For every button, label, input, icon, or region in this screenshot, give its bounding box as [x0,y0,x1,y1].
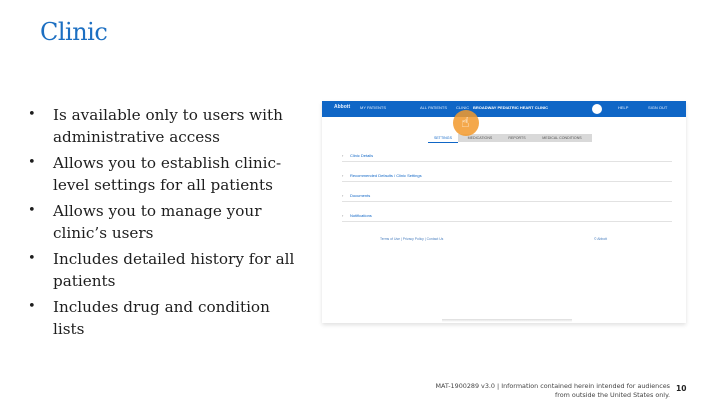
help-link[interactable]: HELP [618,105,629,110]
bullet-item: • Allows you to establish clinic-level settings for all patients [28,152,303,196]
settings-row-defaults[interactable] [342,171,672,182]
tab-medical-conditions[interactable]: MEDICAL CONDITIONS [532,134,592,142]
clinic-screenshot [322,101,686,323]
nav-item[interactable]: CLINIC [456,105,470,110]
app-top-bar [322,101,686,117]
nav-item[interactable]: ALL PATIENTS [420,105,448,110]
tab-medications[interactable]: MEDICATIONS [458,134,502,142]
pointer-hand-icon: ☝ [453,110,479,136]
settings-row-label: Notifications [350,213,372,218]
user-avatar[interactable] [592,104,602,114]
settings-row-documents[interactable] [342,191,672,202]
bullet-item: • Includes drug and condition lists [28,296,303,340]
bullet-item: • Is available only to users with administrative access [28,104,303,148]
copyright-text: © Abbott [594,237,608,241]
settings-row-label: Clinic Details [350,153,374,158]
bullet-list [28,104,303,344]
page-number: 10 [676,384,687,393]
sign-out-link[interactable]: SIGN OUT [648,105,668,110]
tab-settings[interactable]: SETTINGS [428,134,458,143]
clinic-name: BROADWAY PEDIATRIC HEART CLINIC [473,105,549,110]
bullet-item: • Includes detailed history for all patients [28,248,303,292]
divider [442,319,572,322]
chevron-right-icon: › [342,153,344,158]
chevron-right-icon: › [342,213,344,218]
chevron-right-icon: › [342,193,344,198]
bullet-item: • Allows you to manage your clinic’s users [28,200,303,244]
tab-reports[interactable]: REPORTS [502,134,532,142]
settings-row-label: Recommended Defaults / Clinic Settings [350,173,422,178]
nav-item[interactable]: MY PATIENTS [360,105,387,110]
settings-row-label: Documents [350,193,371,198]
settings-row-clinic-details[interactable] [342,151,672,162]
slide-title: Clinic [40,18,108,46]
disclaimer-text: MAT-1900289 v3.0 | Information contained herein intended for audiences from outside the United States only. [435,382,670,399]
settings-row-notifications[interactable] [342,211,672,222]
chevron-right-icon: › [342,173,344,178]
footer-links[interactable]: Terms of Use | Privacy Policy | Contact Us [380,237,444,241]
app-logo: Abbott [334,104,351,110]
